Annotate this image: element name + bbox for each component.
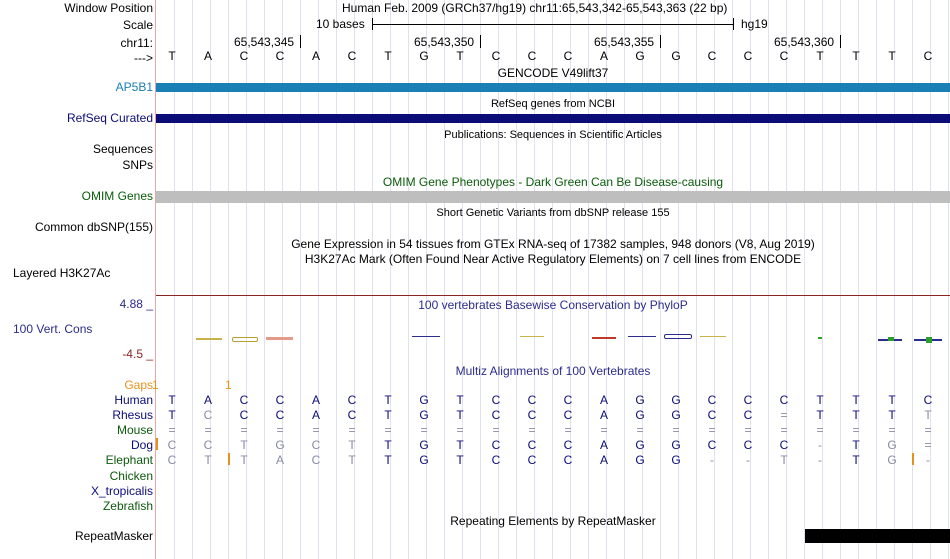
phylop-glyph: [818, 337, 822, 339]
alignment-base: C: [239, 408, 249, 422]
omim-label[interactable]: OMIM Genes: [81, 189, 153, 203]
alignment-base: G: [887, 438, 897, 452]
alignment-base: C: [167, 453, 177, 467]
alignment-base: G: [419, 408, 429, 422]
alignment-base: =: [600, 423, 608, 437]
alignment-base: =: [528, 423, 536, 437]
alignment-base: G: [671, 453, 681, 467]
phylop-glyph: [592, 337, 616, 339]
alignment-base: T: [888, 393, 896, 407]
alignment-base: C: [743, 408, 753, 422]
alignment-base: C: [203, 408, 213, 422]
ap5b1-gene-bar[interactable]: [156, 83, 950, 92]
reference-base: A: [599, 49, 608, 63]
species-label-rhesus[interactable]: Rhesus: [112, 408, 153, 422]
alignment-base: G: [275, 438, 285, 452]
repeatmasker-track-title[interactable]: Repeating Elements by RepeatMasker: [450, 514, 656, 528]
publications-track-title[interactable]: Publications: Sequences in Scientific Articles: [444, 129, 662, 141]
alignment-base: =: [564, 423, 572, 437]
alignment-base: -: [818, 438, 822, 452]
alignment-base: =: [924, 423, 932, 437]
phylop-glyph: [628, 336, 656, 337]
reference-base: T: [852, 49, 860, 63]
omim-track-title[interactable]: OMIM Gene Phenotypes - Dark Green Can Be Disease-causing: [382, 175, 724, 189]
window-position-text: Human Feb. 2009 (GRCh37/hg19) chr11:65,543,342-65,543,363 (22 bp): [342, 1, 728, 15]
alignment-base: =: [420, 423, 428, 437]
phylop-max-label: 4.88 _: [119, 297, 153, 311]
alignment-base: T: [456, 408, 464, 422]
alignment-base: T: [852, 393, 860, 407]
dbsnp-track-title[interactable]: Short Genetic Variants from dbSNP release 155: [436, 207, 670, 219]
alignment-base: C: [707, 438, 717, 452]
alignment-base: A: [599, 408, 608, 422]
alignment-base: =: [240, 423, 248, 437]
alignment-base: G: [635, 408, 645, 422]
alignment-base: T: [240, 453, 248, 467]
alignment-base: =: [384, 423, 392, 437]
refseq-track-title[interactable]: RefSeq genes from NCBI: [490, 98, 616, 110]
reference-base: T: [456, 49, 464, 63]
alignment-base: T: [384, 408, 392, 422]
alignment-base: G: [635, 453, 645, 467]
alignment-base: A: [275, 453, 284, 467]
reference-base: G: [419, 49, 429, 63]
alignment-base: C: [779, 393, 789, 407]
omim-gene-bar[interactable]: [156, 191, 950, 203]
alignment-base: C: [923, 393, 933, 407]
species-label-x-tropicalis[interactable]: X_tropicalis: [90, 484, 153, 498]
alignment-base: =: [708, 423, 716, 437]
repeatmasker-label[interactable]: RepeatMasker: [74, 529, 153, 543]
alignment-base: =: [672, 423, 680, 437]
alignment-base: C: [275, 393, 285, 407]
coord-label: 65,543,355: [594, 35, 655, 49]
alignment-base: C: [491, 393, 501, 407]
gap-count: 1: [152, 378, 159, 392]
alignment-base: T: [168, 393, 176, 407]
alignment-base: T: [384, 438, 392, 452]
alignment-base: C: [563, 408, 573, 422]
phylop-glyph: [888, 337, 894, 341]
alignment-base: C: [167, 438, 177, 452]
alignment-base: T: [780, 453, 788, 467]
species-label-chicken[interactable]: Chicken: [109, 469, 153, 483]
alignment-base: -: [926, 453, 930, 467]
alignment-base: =: [744, 423, 752, 437]
reference-base: C: [527, 49, 537, 63]
scale-label: Scale: [122, 18, 153, 32]
alignment-base: T: [816, 393, 824, 407]
reference-base: G: [671, 49, 681, 63]
alignment-base: =: [348, 423, 356, 437]
dbsnp-label[interactable]: Common dbSNP(155): [34, 220, 153, 234]
reference-base: C: [563, 49, 573, 63]
phylop-track-title[interactable]: 100 vertebrates Basewise Conservation by PhyloP: [418, 298, 688, 312]
alignment-base: G: [887, 453, 897, 467]
h3k27ac-label[interactable]: Layered H3K27Ac: [13, 266, 111, 280]
alignment-base: T: [168, 408, 176, 422]
reference-base: G: [635, 49, 645, 63]
coord-label: 65,543,350: [414, 35, 475, 49]
alignment-base: C: [527, 408, 537, 422]
refseq-gene-bar[interactable]: [156, 114, 950, 123]
alignment-base: A: [599, 393, 608, 407]
reference-base: T: [384, 49, 392, 63]
reference-base: C: [779, 49, 789, 63]
phylop-glyph: [700, 336, 726, 337]
reference-base: C: [707, 49, 717, 63]
coord-label: 65,543,360: [774, 35, 835, 49]
insertion-marker: [156, 438, 158, 450]
reference-base: C: [491, 49, 501, 63]
alignment-base: =: [780, 408, 788, 422]
alignment-base: A: [311, 393, 320, 407]
strand-label: --->: [134, 51, 153, 65]
alignment-base: A: [203, 393, 212, 407]
reference-base: C: [743, 49, 753, 63]
alignment-base: C: [743, 393, 753, 407]
alignment-base: =: [456, 423, 464, 437]
reference-base: T: [816, 49, 824, 63]
alignment-base: T: [456, 453, 464, 467]
alignment-base: T: [924, 408, 932, 422]
alignment-base: C: [779, 438, 789, 452]
repeat-element-bar[interactable]: [805, 529, 950, 543]
phylop-track-label[interactable]: 100 Vert. Cons: [13, 322, 93, 336]
alignment-base: T: [456, 438, 464, 452]
alignment-base: =: [312, 423, 320, 437]
alignment-base: C: [311, 438, 321, 452]
alignment-base: C: [491, 408, 501, 422]
alignment-base: =: [852, 423, 860, 437]
species-label-elephant[interactable]: Elephant: [105, 453, 153, 467]
alignment-base: T: [852, 438, 860, 452]
scale-bases-text: 10 bases: [316, 17, 365, 31]
phylop-glyph: [232, 337, 258, 342]
alignment-base: -: [746, 453, 750, 467]
snps-label[interactable]: SNPs: [122, 158, 153, 172]
alignment-base: C: [563, 393, 573, 407]
alignment-base: -: [710, 453, 714, 467]
alignment-base: C: [347, 408, 357, 422]
phylop-glyph: [266, 337, 293, 340]
reference-base: C: [239, 49, 249, 63]
gap-count: 1: [225, 378, 232, 392]
phylop-glyph: [196, 338, 222, 340]
alignment-base: T: [816, 408, 824, 422]
assembly-text: hg19: [741, 17, 768, 31]
alignment-base: C: [239, 393, 249, 407]
alignment-base: A: [599, 438, 608, 452]
alignment-base: C: [491, 453, 501, 467]
alignment-base: =: [204, 423, 212, 437]
alignment-base: G: [671, 438, 681, 452]
alignment-base: C: [743, 438, 753, 452]
alignment-base: =: [780, 423, 788, 437]
species-label-mouse[interactable]: Mouse: [116, 423, 153, 437]
alignment-base: G: [635, 393, 645, 407]
alignment-base: =: [888, 423, 896, 437]
alignment-base: A: [311, 408, 320, 422]
sequences-label[interactable]: Sequences: [92, 142, 153, 156]
phylop-glyph: [520, 336, 544, 337]
alignment-base: G: [635, 438, 645, 452]
alignment-base: T: [852, 408, 860, 422]
alignment-base: T: [456, 393, 464, 407]
h3k27ac-track-title[interactable]: H3K27Ac Mark (Often Found Near Active Regulatory Elements) on 7 cell lines from ENCODE: [304, 252, 802, 266]
alignment-base: T: [348, 453, 356, 467]
gencode-track-title[interactable]: GENCODE V49lift37: [497, 66, 609, 80]
ap5b1-label[interactable]: AP5B1: [115, 80, 153, 94]
alignment-base: C: [203, 438, 213, 452]
alignment-base: T: [384, 453, 392, 467]
alignment-base: G: [671, 393, 681, 407]
insertion-marker: [228, 453, 230, 465]
species-label-dog[interactable]: Dog: [130, 438, 153, 452]
alignment-base: G: [419, 393, 429, 407]
alignment-base: C: [707, 408, 717, 422]
refseq-label[interactable]: RefSeq Curated: [66, 111, 153, 125]
alignment-base: C: [527, 453, 537, 467]
reference-base: A: [311, 49, 320, 63]
alignment-base: C: [347, 393, 357, 407]
alignment-base: =: [636, 423, 644, 437]
coord-tick: [840, 35, 841, 48]
alignment-base: T: [888, 408, 896, 422]
gtex-track-title[interactable]: Gene Expression in 54 tissues from GTEx RNA-seq of 17382 samples, 948 donors (V8, Aug 2019): [291, 237, 815, 251]
alignment-base: C: [311, 453, 321, 467]
species-label-human[interactable]: Human: [114, 393, 153, 407]
alignment-base: =: [276, 423, 284, 437]
alignment-base: T: [384, 393, 392, 407]
alignment-base: =: [924, 438, 932, 452]
alignment-base: T: [204, 453, 212, 467]
alignment-base: C: [563, 453, 573, 467]
alignment-base: T: [852, 453, 860, 467]
insertion-marker: [912, 453, 914, 465]
alignment-base: C: [491, 438, 501, 452]
reference-base: T: [168, 49, 176, 63]
chrom-label: chr11:: [120, 36, 153, 50]
alignment-base: C: [275, 408, 285, 422]
alignment-base: =: [816, 423, 824, 437]
phylop-glyph: [664, 334, 692, 339]
coord-label: 65,543,345: [234, 35, 295, 49]
reference-base: C: [347, 49, 357, 63]
alignment-base: C: [527, 438, 537, 452]
alignment-base: A: [599, 453, 608, 467]
reference-base: T: [888, 49, 896, 63]
alignment-base: C: [563, 438, 573, 452]
scale-bar: [372, 24, 734, 25]
window-position-label: Window Position: [64, 1, 153, 15]
alignment-base: -: [818, 453, 822, 467]
reference-base: C: [275, 49, 285, 63]
multiz-track-title[interactable]: Multiz Alignments of 100 Vertebrates: [455, 364, 651, 378]
reference-base: C: [923, 49, 933, 63]
alignment-base: T: [240, 438, 248, 452]
scale-bar-right-cap: [733, 18, 734, 30]
alignment-base: C: [527, 393, 537, 407]
species-label-zebrafish[interactable]: Zebrafish: [102, 499, 153, 513]
coord-tick: [480, 35, 481, 48]
alignment-base: =: [492, 423, 500, 437]
alignment-base: G: [419, 453, 429, 467]
gaps-label[interactable]: Gaps: [124, 378, 153, 392]
alignment-base: G: [671, 408, 681, 422]
alignment-base: C: [707, 393, 717, 407]
coord-tick: [300, 35, 301, 48]
phylop-glyph: [412, 336, 440, 337]
alignment-base: G: [419, 438, 429, 452]
alignment-base: T: [348, 438, 356, 452]
phylop-glyph: [926, 337, 932, 343]
reference-base: A: [203, 49, 212, 63]
h3k27ac-baseline: [156, 295, 950, 296]
alignment-base: =: [168, 423, 176, 437]
coord-tick: [660, 35, 661, 48]
phylop-min-label: -4.5 _: [122, 347, 153, 361]
